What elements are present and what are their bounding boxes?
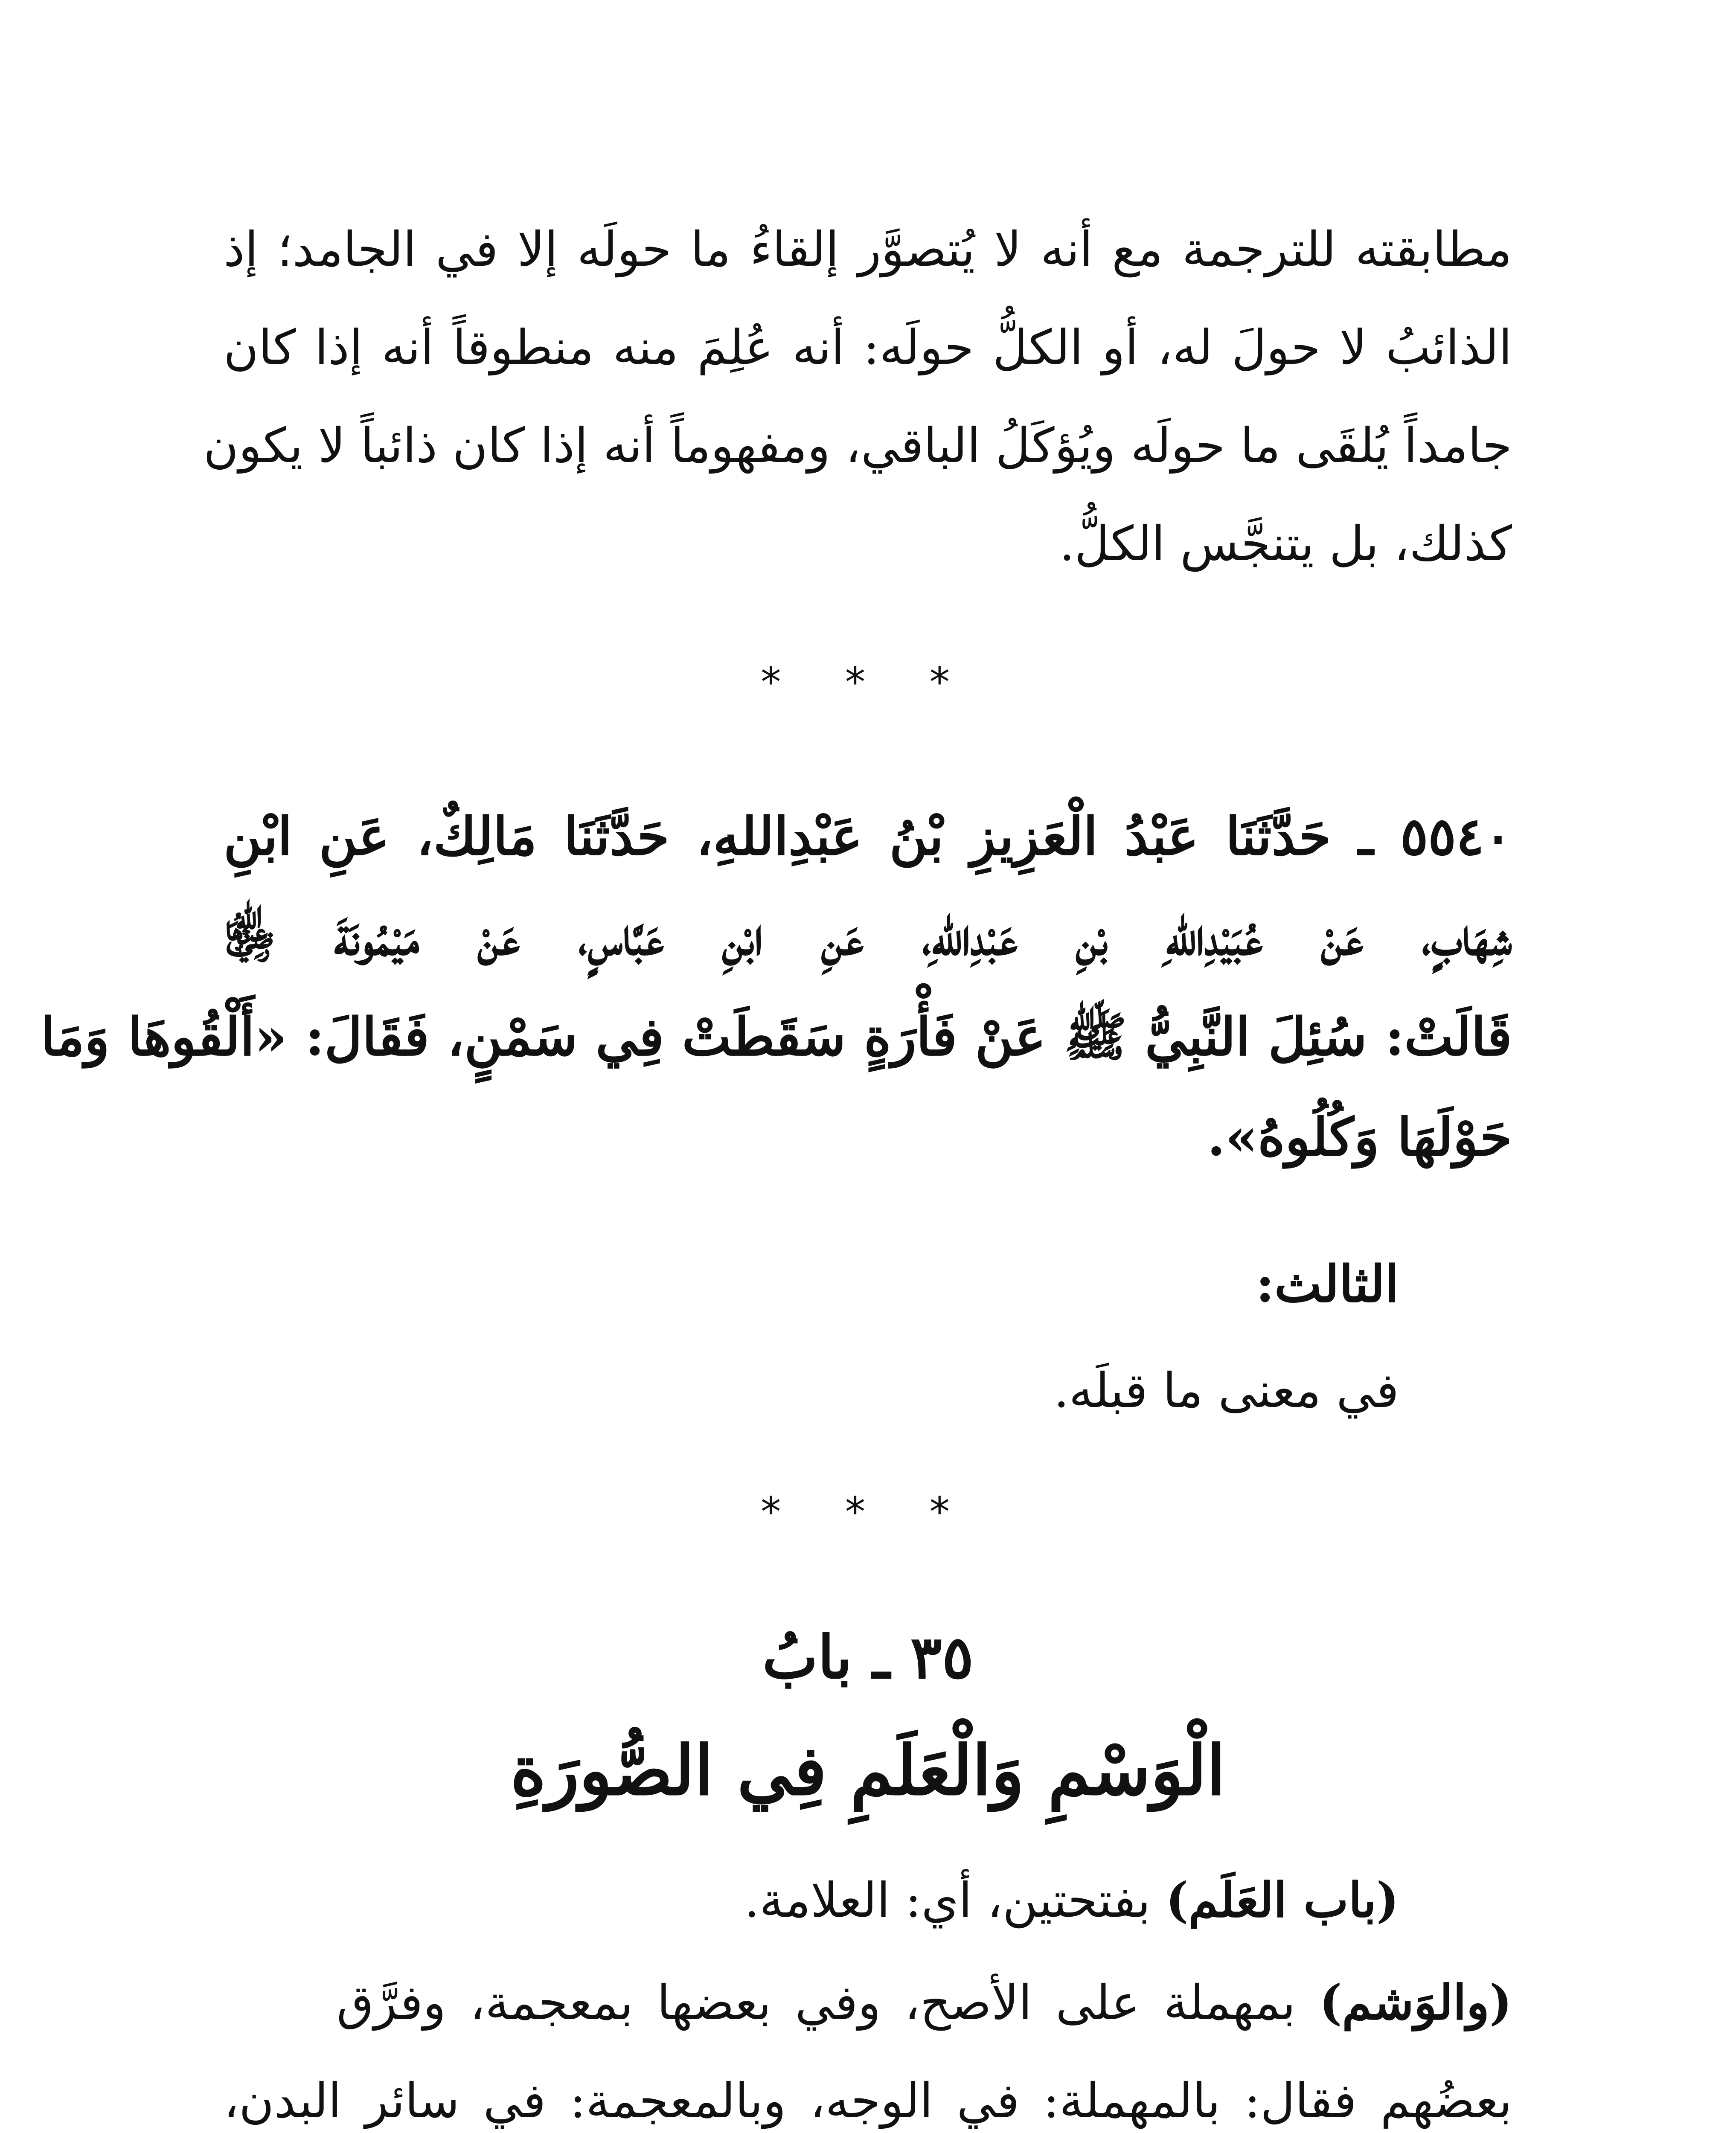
commentary-text: بمهملة على الأصح، وفي بعضها بمعجمة، وفرَّق — [337, 1975, 1320, 2031]
commentary-line: مطابقته للترجمة مع أنه لا يُتصوَّر إلقاءُ ما حولَه إلا في الجامد؛ إذ — [224, 222, 1512, 277]
commentary-line: جامداً يُلقَى ما حولَه ويُؤكَلُ الباقي، ومفهوماً أنه إذا كان ذائباً لا يكون — [203, 418, 1512, 474]
hadith-line: قَالَتْ: سُئِلَ النَّبِيُّ ﷺ عَنْ فَأْرَةٍ سَقَطَتْ فِي سَمْنٍ، فَقَالَ: «أَلْقُوهَا وَمَا — [41, 1006, 1512, 1067]
chapter-title: الْوَسْمِ وَالْعَلَمِ فِي الصُّورَةِ — [510, 1730, 1226, 1810]
hadith-line: ٥٥٤٠ ـ حَدَّثَنَا عَبْدُ الْعَزِيزِ بْنُ عَبْدِاللهِ، حَدَّثَنَا مَالِكٌ، عَنِ ابْنِ — [224, 805, 1512, 867]
section-text: في معنى ما قبلَه. — [1053, 1363, 1399, 1418]
commentary-line: كذلك، بل يتنجَّس الكلُّ. — [1059, 516, 1512, 572]
commentary-text: بفتحتين، أي: العلامة. — [744, 1873, 1166, 1928]
commentary-term: (باب العَلَم) — [1166, 1872, 1399, 1928]
section-heading: الثالث: — [1256, 1254, 1399, 1314]
hadith-line: شِهَابٍ، عَنْ عُبَيْدِاللهِ بْنِ عَبْدِاللهِ، عَنِ ابْنِ عَبَّاسٍ، عَنْ مَيْمُونَةَ ﵂ — [224, 906, 1512, 967]
commentary-term: (والوَشم) — [1319, 1975, 1512, 2031]
commentary-line: الذائبُ لا حولَ له، أو الكلُّ حولَه: أنه عُلِمَ منه منطوقاً أنه إذا كان — [224, 320, 1512, 375]
chapter-number: ٣٥ ـ بابُ — [762, 1622, 974, 1692]
hadith-line: حَوْلَهَا وَكُلُوهُ». — [1207, 1106, 1512, 1168]
section-separator: * * * — [761, 1489, 975, 1536]
commentary-line: بعضُهم فقال: بالمهملة: في الوجه، وبالمعجمة: في سائر البدن، — [224, 2073, 1512, 2129]
commentary-line — [744, 1869, 1399, 1932]
section-separator: * * * — [761, 659, 975, 706]
commentary-line — [337, 1971, 1512, 2035]
